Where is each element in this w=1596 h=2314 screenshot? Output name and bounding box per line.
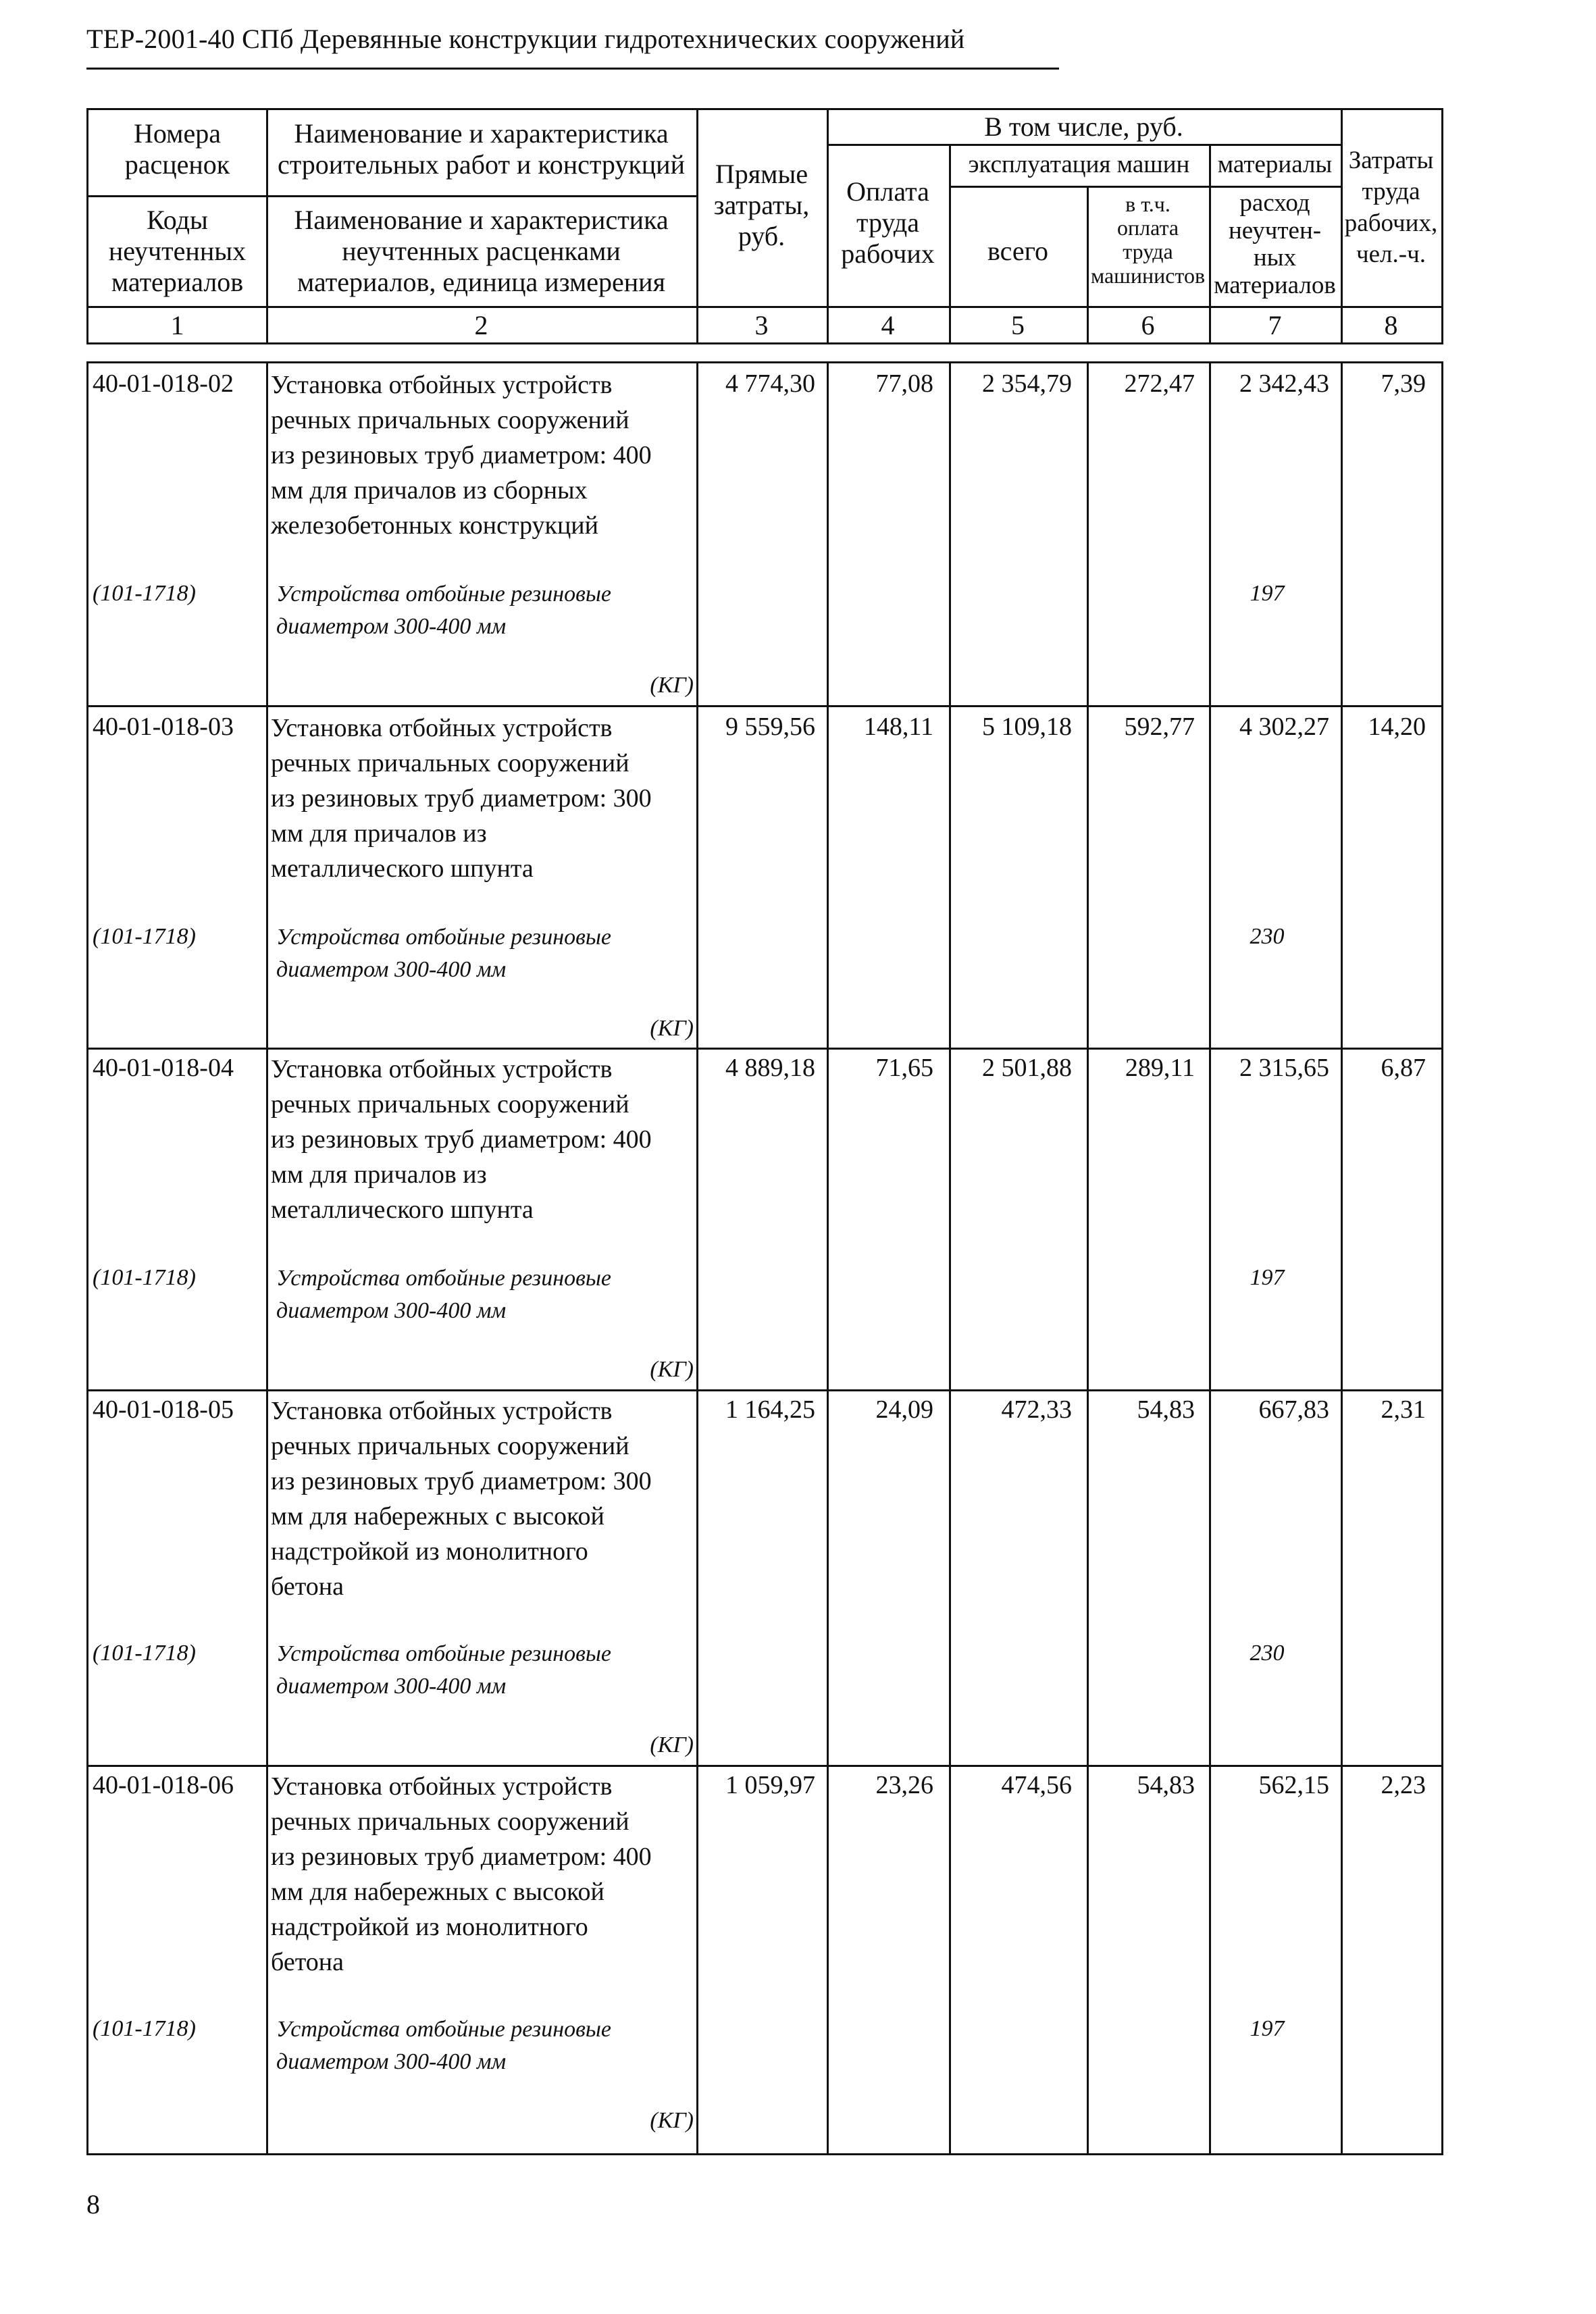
table-row: [88, 1389, 1441, 1765]
materials-cost: 667,83: [1258, 1395, 1329, 1424]
material-quantity: 197: [1250, 1265, 1285, 1290]
materials-cost: 4 302,27: [1239, 713, 1329, 741]
material-description: Устройства отбойные резиновые диаметром 300-400 мм: [276, 582, 611, 639]
header-col5: всего: [987, 236, 1049, 266]
table-row: [88, 363, 1441, 705]
materials-cost: 562,15: [1258, 1771, 1329, 1799]
header-hline: [88, 195, 696, 197]
direct-costs: 4 774,30: [725, 369, 815, 398]
material-code: (101-1718): [93, 2016, 196, 2041]
material-code: (101-1718): [93, 1641, 196, 1666]
material-unit: (КГ): [650, 2108, 694, 2133]
operators-pay: 54,83: [1137, 1771, 1195, 1799]
material-quantity: 197: [1250, 581, 1285, 606]
material-code: (101-1718): [93, 924, 196, 949]
header-col8: Затраты труда рабочих, чел.-ч.: [1344, 147, 1438, 268]
header-colnum: 2: [474, 310, 488, 340]
rate-code: 40-01-018-02: [93, 369, 234, 398]
material-description: Устройства отбойные резиновые диаметром 300-400 мм: [276, 925, 611, 982]
materials-cost: 2 342,43: [1239, 369, 1329, 398]
header-col1-bottom: Коды неучтенных материалов: [108, 205, 247, 297]
labor-hours: 6,87: [1381, 1054, 1426, 1082]
header-col6: в т.ч. оплата труда машинистов: [1090, 192, 1206, 288]
labor-pay: 23,26: [875, 1771, 933, 1799]
material-code: (101-1718): [93, 581, 196, 606]
labor-hours: 2,23: [1381, 1771, 1426, 1799]
rate-code: 40-01-018-03: [93, 713, 234, 741]
header-colnum: 3: [754, 310, 769, 340]
labor-pay: 77,08: [875, 369, 933, 398]
document-title: ТЕР-2001-40 СПб Деревянные конструкции гидротехнических сооружений: [86, 24, 965, 54]
page-number: 8: [86, 2189, 100, 2219]
work-description: Установка отбойных устройств речных причальных сооружений из резиновых труб диаметром: 300 мм для причалов из металлического шпунта: [271, 714, 652, 883]
header-group: В том числе, руб.: [984, 111, 1183, 142]
operators-pay: 289,11: [1125, 1054, 1195, 1082]
materials-cost: 2 315,65: [1239, 1054, 1329, 1082]
header-colnum: 4: [881, 310, 895, 340]
header-hline: [827, 144, 1341, 146]
machines-total: 472,33: [1001, 1395, 1072, 1424]
table-row: [88, 1765, 1441, 2153]
machines-total: 474,56: [1001, 1771, 1072, 1799]
work-description: Установка отбойных устройств речных причальных сооружений из резиновых труб диаметром: 300 мм для набережных с высокой надстройкой из монолитного бетона: [271, 1397, 652, 1601]
machines-total: 2 501,88: [982, 1054, 1072, 1082]
title-rule: [86, 68, 1059, 70]
operators-pay: 54,83: [1137, 1395, 1195, 1424]
work-description: Установка отбойных устройств речных причальных сооружений из резиновых труб диаметром: 400 мм для причалов из сборных железобетонных конструкций: [271, 371, 652, 540]
header-hline: [88, 306, 1441, 308]
work-description: Установка отбойных устройств речных причальных сооружений из резиновых труб диаметром: 400 мм для набережных с высокой надстройкой из монолитного бетона: [271, 1772, 652, 1976]
table-header: [86, 108, 1443, 344]
table-body: [86, 361, 1443, 2155]
material-unit: (КГ): [650, 1016, 694, 1041]
header-machines: эксплуатация машин: [968, 151, 1190, 178]
header-col2-bottom: Наименование и характеристика неучтенных расценками материалов, единица измерения: [294, 205, 669, 297]
direct-costs: 1 164,25: [725, 1395, 815, 1424]
header-col7: расход неучтен- ных материалов: [1214, 189, 1336, 300]
rate-code: 40-01-018-04: [93, 1054, 234, 1082]
rate-code: 40-01-018-06: [93, 1771, 234, 1799]
material-description: Устройства отбойные резиновые диаметром 300-400 мм: [276, 1266, 611, 1323]
direct-costs: 4 889,18: [725, 1054, 815, 1082]
material-quantity: 230: [1250, 924, 1285, 949]
rate-code: 40-01-018-05: [93, 1395, 234, 1424]
material-quantity: 197: [1250, 2016, 1285, 2041]
machines-total: 2 354,79: [982, 369, 1072, 398]
material-unit: (КГ): [650, 1357, 694, 1382]
header-col4: Оплата труда рабочих: [841, 176, 935, 269]
header-colnum: 5: [1011, 310, 1025, 340]
header-colnum: 8: [1384, 310, 1398, 340]
material-description: Устройства отбойные резиновые диаметром 300-400 мм: [276, 2017, 611, 2074]
material-unit: (КГ): [650, 1732, 694, 1757]
material-quantity: 230: [1250, 1641, 1285, 1666]
labor-hours: 2,31: [1381, 1395, 1426, 1424]
header-hline: [949, 186, 1341, 188]
header-colnum: 7: [1268, 310, 1282, 340]
work-description: Установка отбойных устройств речных причальных сооружений из резиновых труб диаметром: 400 мм для причалов из металлического шпунта: [271, 1055, 652, 1224]
header-materials: материалы: [1217, 151, 1333, 178]
material-unit: (КГ): [650, 673, 694, 698]
material-code: (101-1718): [93, 1265, 196, 1290]
material-description: Устройства отбойные резиновые диаметром 300-400 мм: [276, 1641, 611, 1699]
labor-hours: 7,39: [1381, 369, 1426, 398]
labor-pay: 148,11: [863, 713, 933, 741]
operators-pay: 272,47: [1124, 369, 1195, 398]
direct-costs: 9 559,56: [725, 713, 815, 741]
table-row: [88, 1048, 1441, 1389]
header-col1-top: Номера расценок: [124, 118, 230, 180]
labor-hours: 14,20: [1368, 713, 1426, 741]
direct-costs: 1 059,97: [725, 1771, 815, 1799]
operators-pay: 592,77: [1124, 713, 1195, 741]
machines-total: 5 109,18: [982, 713, 1072, 741]
header-col3: Прямые затраты, руб.: [713, 159, 810, 251]
labor-pay: 24,09: [875, 1395, 933, 1424]
table-row: [88, 705, 1441, 1048]
header-colnum: 1: [170, 310, 184, 340]
header-colnum: 6: [1141, 310, 1155, 340]
header-col2-top: Наименование и характеристика строительных работ и конструкций: [278, 118, 685, 180]
labor-pay: 71,65: [875, 1054, 933, 1082]
